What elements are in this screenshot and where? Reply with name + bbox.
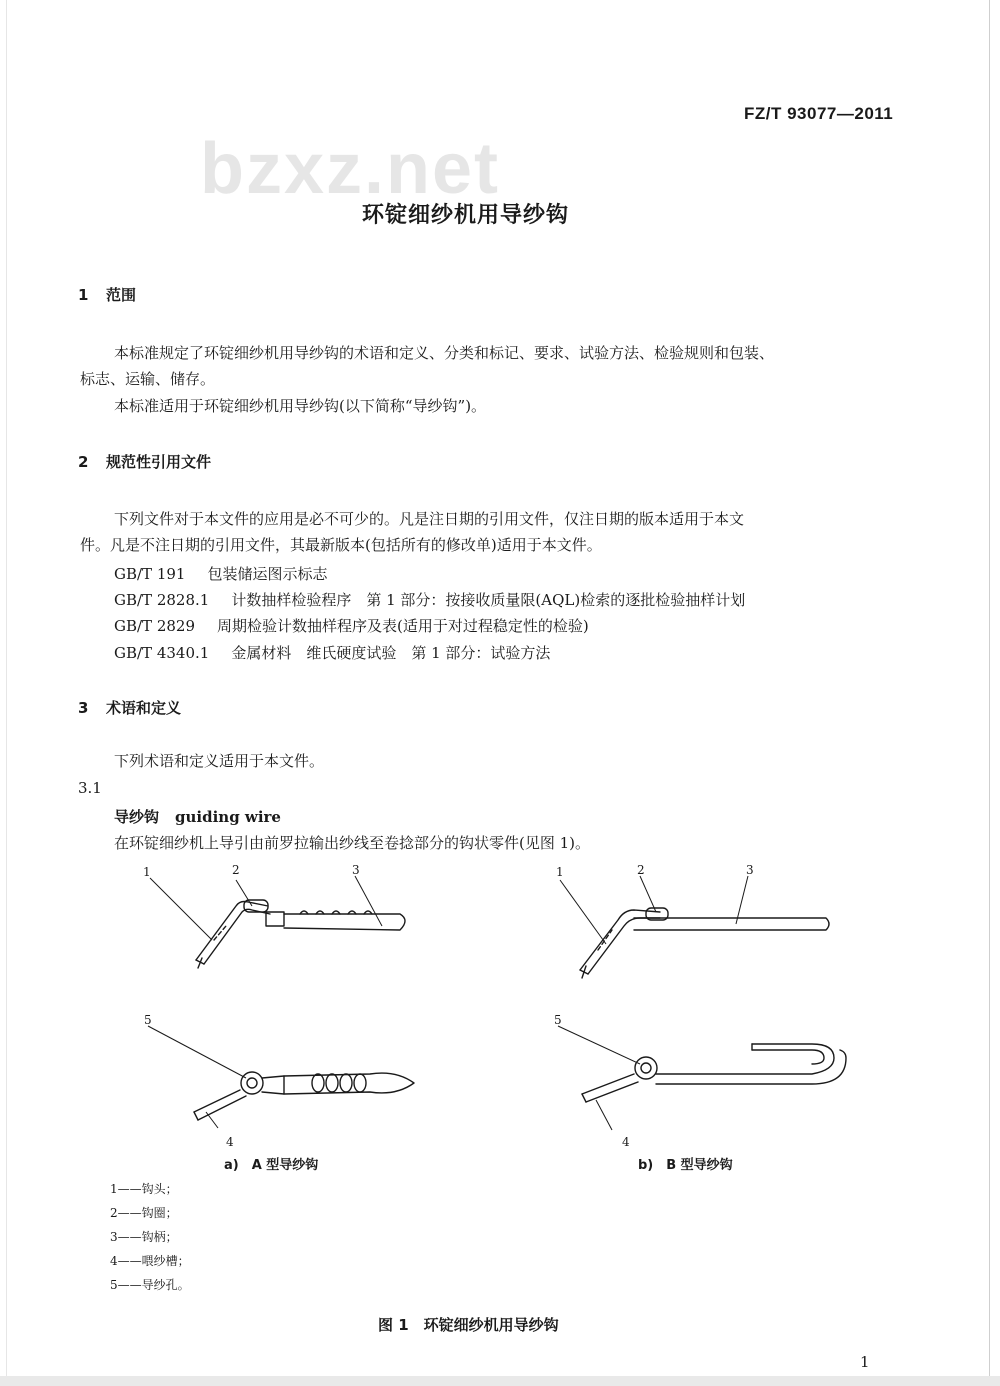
legend-item: 1——钩头；	[110, 1182, 178, 1196]
reference-code: GB/T 2829	[114, 617, 196, 635]
section-title: 范围	[106, 286, 137, 304]
reference-code: GB/T 191	[114, 565, 186, 583]
callout-5-a: 5	[144, 1013, 152, 1027]
section-1-para-1-line-1: 本标准规定了环锭细纱机用导纱钩的术语和定义、分类和标记、要求、试验方法、检验规则和包装、	[114, 344, 775, 362]
callout-4-b: 4	[622, 1135, 630, 1149]
section-3-intro: 下列术语和定义适用于本文件。	[114, 752, 325, 770]
callout-3-b: 3	[746, 863, 754, 877]
b-type-side-view	[582, 1044, 846, 1102]
callout-2-b: 2	[637, 863, 645, 877]
a-type-side-view	[194, 1072, 414, 1120]
standard-code: FZ/T 93077—2011	[744, 104, 894, 123]
watermark: bzxz.net	[200, 129, 501, 209]
section-1-para-2: 本标准适用于环锭细纱机用导纱钩(以下简称“导纱钩”)。	[114, 397, 487, 415]
figure-title: 图 1 环锭细纱机用导纱钩	[378, 1316, 559, 1334]
reference-title: 金属材料 维氏硬度试验 第 1 部分：试验方法	[231, 644, 551, 662]
reference-code: GB/T 2828.1	[114, 591, 210, 609]
callout-1-a: 1	[143, 865, 151, 879]
section-2-para-line-2: 件。凡是不注日期的引用文件，其最新版本(包括所有的修改单)适用于本文件。	[80, 536, 602, 554]
legend-item: 2——钩圈；	[110, 1206, 178, 1220]
subsection-number: 3.1	[78, 779, 102, 797]
section-1-para-1-line-2: 标志、运输、储存。	[80, 370, 216, 388]
page-number: 1	[860, 1353, 870, 1371]
reference-code: GB/T 4340.1	[114, 644, 210, 662]
legend-item: 5——导纱孔。	[110, 1278, 190, 1292]
figure-caption-b: b) B 型导纱钩	[638, 1158, 733, 1173]
reference-title: 周期检验计数抽样程序及表(适用于对过程稳定性的检验)	[217, 617, 589, 635]
section-title: 术语和定义	[106, 699, 182, 717]
section-number: 1	[78, 286, 89, 304]
callout-2-a: 2	[232, 863, 240, 877]
section-number: 3	[78, 699, 89, 717]
callout-5-b: 5	[554, 1013, 562, 1027]
document-title: 环锭细纱机用导纱钩	[362, 203, 570, 228]
callout-4-a: 4	[226, 1135, 234, 1149]
reference-title: 计数抽样检验程序 第 1 部分：按接收质量限(AQL)检索的逐批检验抽样计划	[231, 591, 746, 609]
section-title: 规范性引用文件	[106, 453, 212, 471]
legend-item: 4——喂纱槽；	[110, 1254, 190, 1268]
term-english: guiding wire	[175, 808, 281, 826]
legend-item: 3——钩柄；	[110, 1230, 178, 1244]
term-chinese: 导纱钩	[114, 808, 160, 826]
reference-title: 包装储运图示标志	[207, 565, 328, 583]
callout-1-b: 1	[556, 865, 564, 879]
term-definition: 在环锭细纱机上导引由前罗拉输出纱线至卷捻部分的钩状零件(见图 1)。	[114, 834, 591, 852]
section-2-para-line-1: 下列文件对于本文件的应用是必不可少的。凡是注日期的引用文件，仅注日期的版本适用于本文	[114, 510, 745, 528]
section-number: 2	[78, 453, 89, 471]
callout-3-a: 3	[352, 863, 360, 877]
figure-caption-a: a) A 型导纱钩	[224, 1158, 319, 1173]
b-type-top-view	[580, 908, 829, 978]
